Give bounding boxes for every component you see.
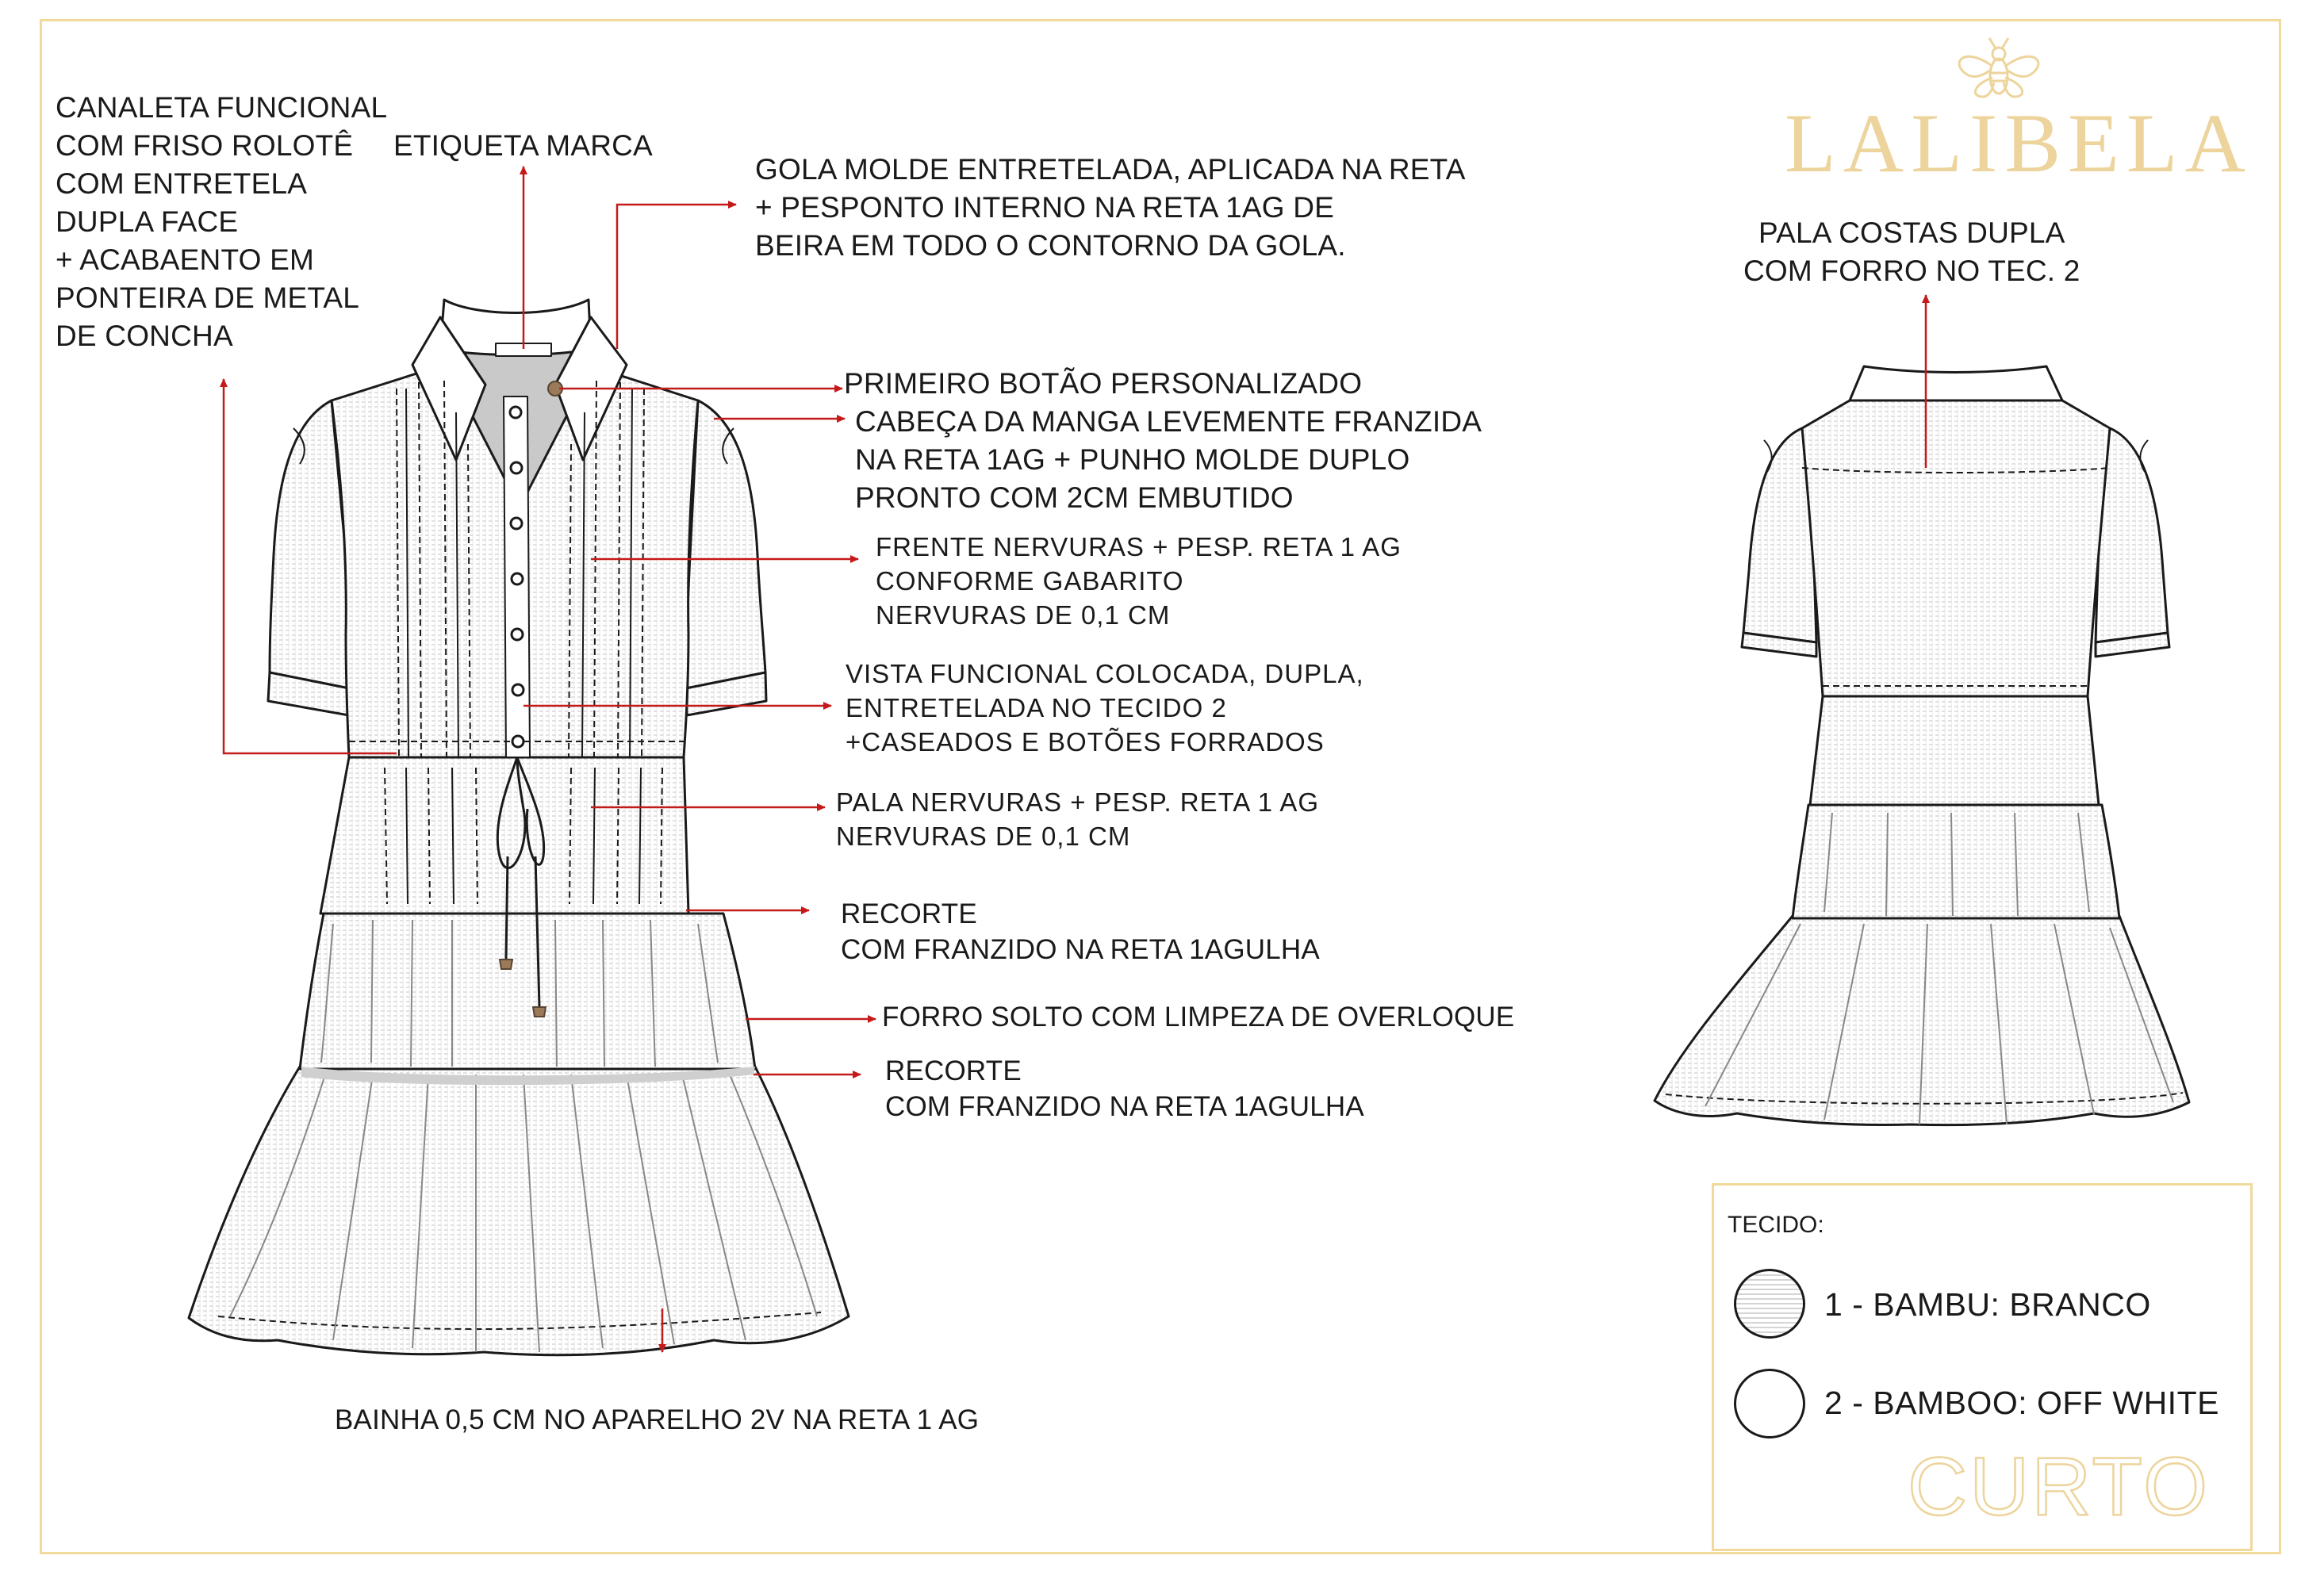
skirt-middle-tier [300,914,755,1069]
annotation-frente-nervuras: FRENTE NERVURAS + PESP. RETA 1 AG CONFORME GABARITO NERVURAS DE 0,1 CM [876,532,1402,630]
annotation-gola: GOLA MOLDE ENTRETELADA, APLICADA NA RETA + PESPONTO INTERNO NA RETA 1AG DE BEIRA EM TODO O CONTORNO DA GOLA. [755,153,1466,262]
annotation-pala-costas: PALA COSTAS DUPLA COM FORRO NO TEC. 2 [1743,216,2080,287]
fabric-title: TECIDO: [1728,1212,1824,1238]
skirt-flounce [189,1067,849,1355]
brand-logo-text: LALIBELA [1785,97,2253,190]
fabric-item-1: 1 - BAMBU: BRANCO [1824,1286,2151,1323]
fabric-swatch-bamboo [1734,1369,1805,1439]
arrow-gola [617,205,736,349]
back-middle-tier [1793,805,2119,918]
annotation-canaleta: CANALETA FUNCIONAL COM FRISO ROLOTÊ COM ENTRETELA DUPLA FACE + ACABAENTO EM PONTEIRA DE METAL DE CONCHA [56,91,388,352]
back-flounce [1655,916,2189,1125]
back-dress [1655,366,2189,1125]
annotation-vista-funcional: VISTA FUNCIONAL COLOCADA, DUPLA, ENTRETELADA NO TECIDO 2 +CASEADOS E BOTÕES FORRADOS [846,659,1364,757]
fabric-swatch-bambu [1734,1269,1805,1339]
annotation-forro-solto: FORRO SOLTO COM LIMPEZA DE OVERLOQUE [882,1002,1515,1032]
back-waist [1810,696,2099,805]
right-sleeve [686,400,765,688]
waist-yoke [320,757,688,914]
back-collar [1850,366,2062,400]
length-label: CURTO [1908,1441,2210,1533]
annotation-etiqueta: ETIQUETA MARCA [393,129,653,162]
annotation-bainha: BAINHA 0,5 CM NO APARELHO 2V NA RETA 1 AG [335,1404,980,1435]
fabric-item-2: 2 - BAMBOO: OFF WHITE [1824,1385,2219,1421]
annotation-recorte-2: RECORTE COM FRANZIDO NA RETA 1AGULHA [885,1055,1364,1122]
annotation-recorte-1: RECORTE COM FRANZIDO NA RETA 1AGULHA [841,898,1320,965]
annotation-cabeca-manga: CABEÇA DA MANGA LEVEMENTE FRANZIDA NA RETA 1AG + PUNHO MOLDE DUPLO PRONTO COM 2CM EMBUTIDO [855,405,1482,514]
back-bodice [1802,400,2110,696]
annotation-primeiro-botao: PRIMEIRO BOTÃO PERSONALIZADO [844,367,1363,400]
annotation-pala-nervuras: PALA NERVURAS + PESP. RETA 1 AG NERVURAS DE 0,1 CM [836,787,1320,851]
front-dress [189,300,849,1355]
